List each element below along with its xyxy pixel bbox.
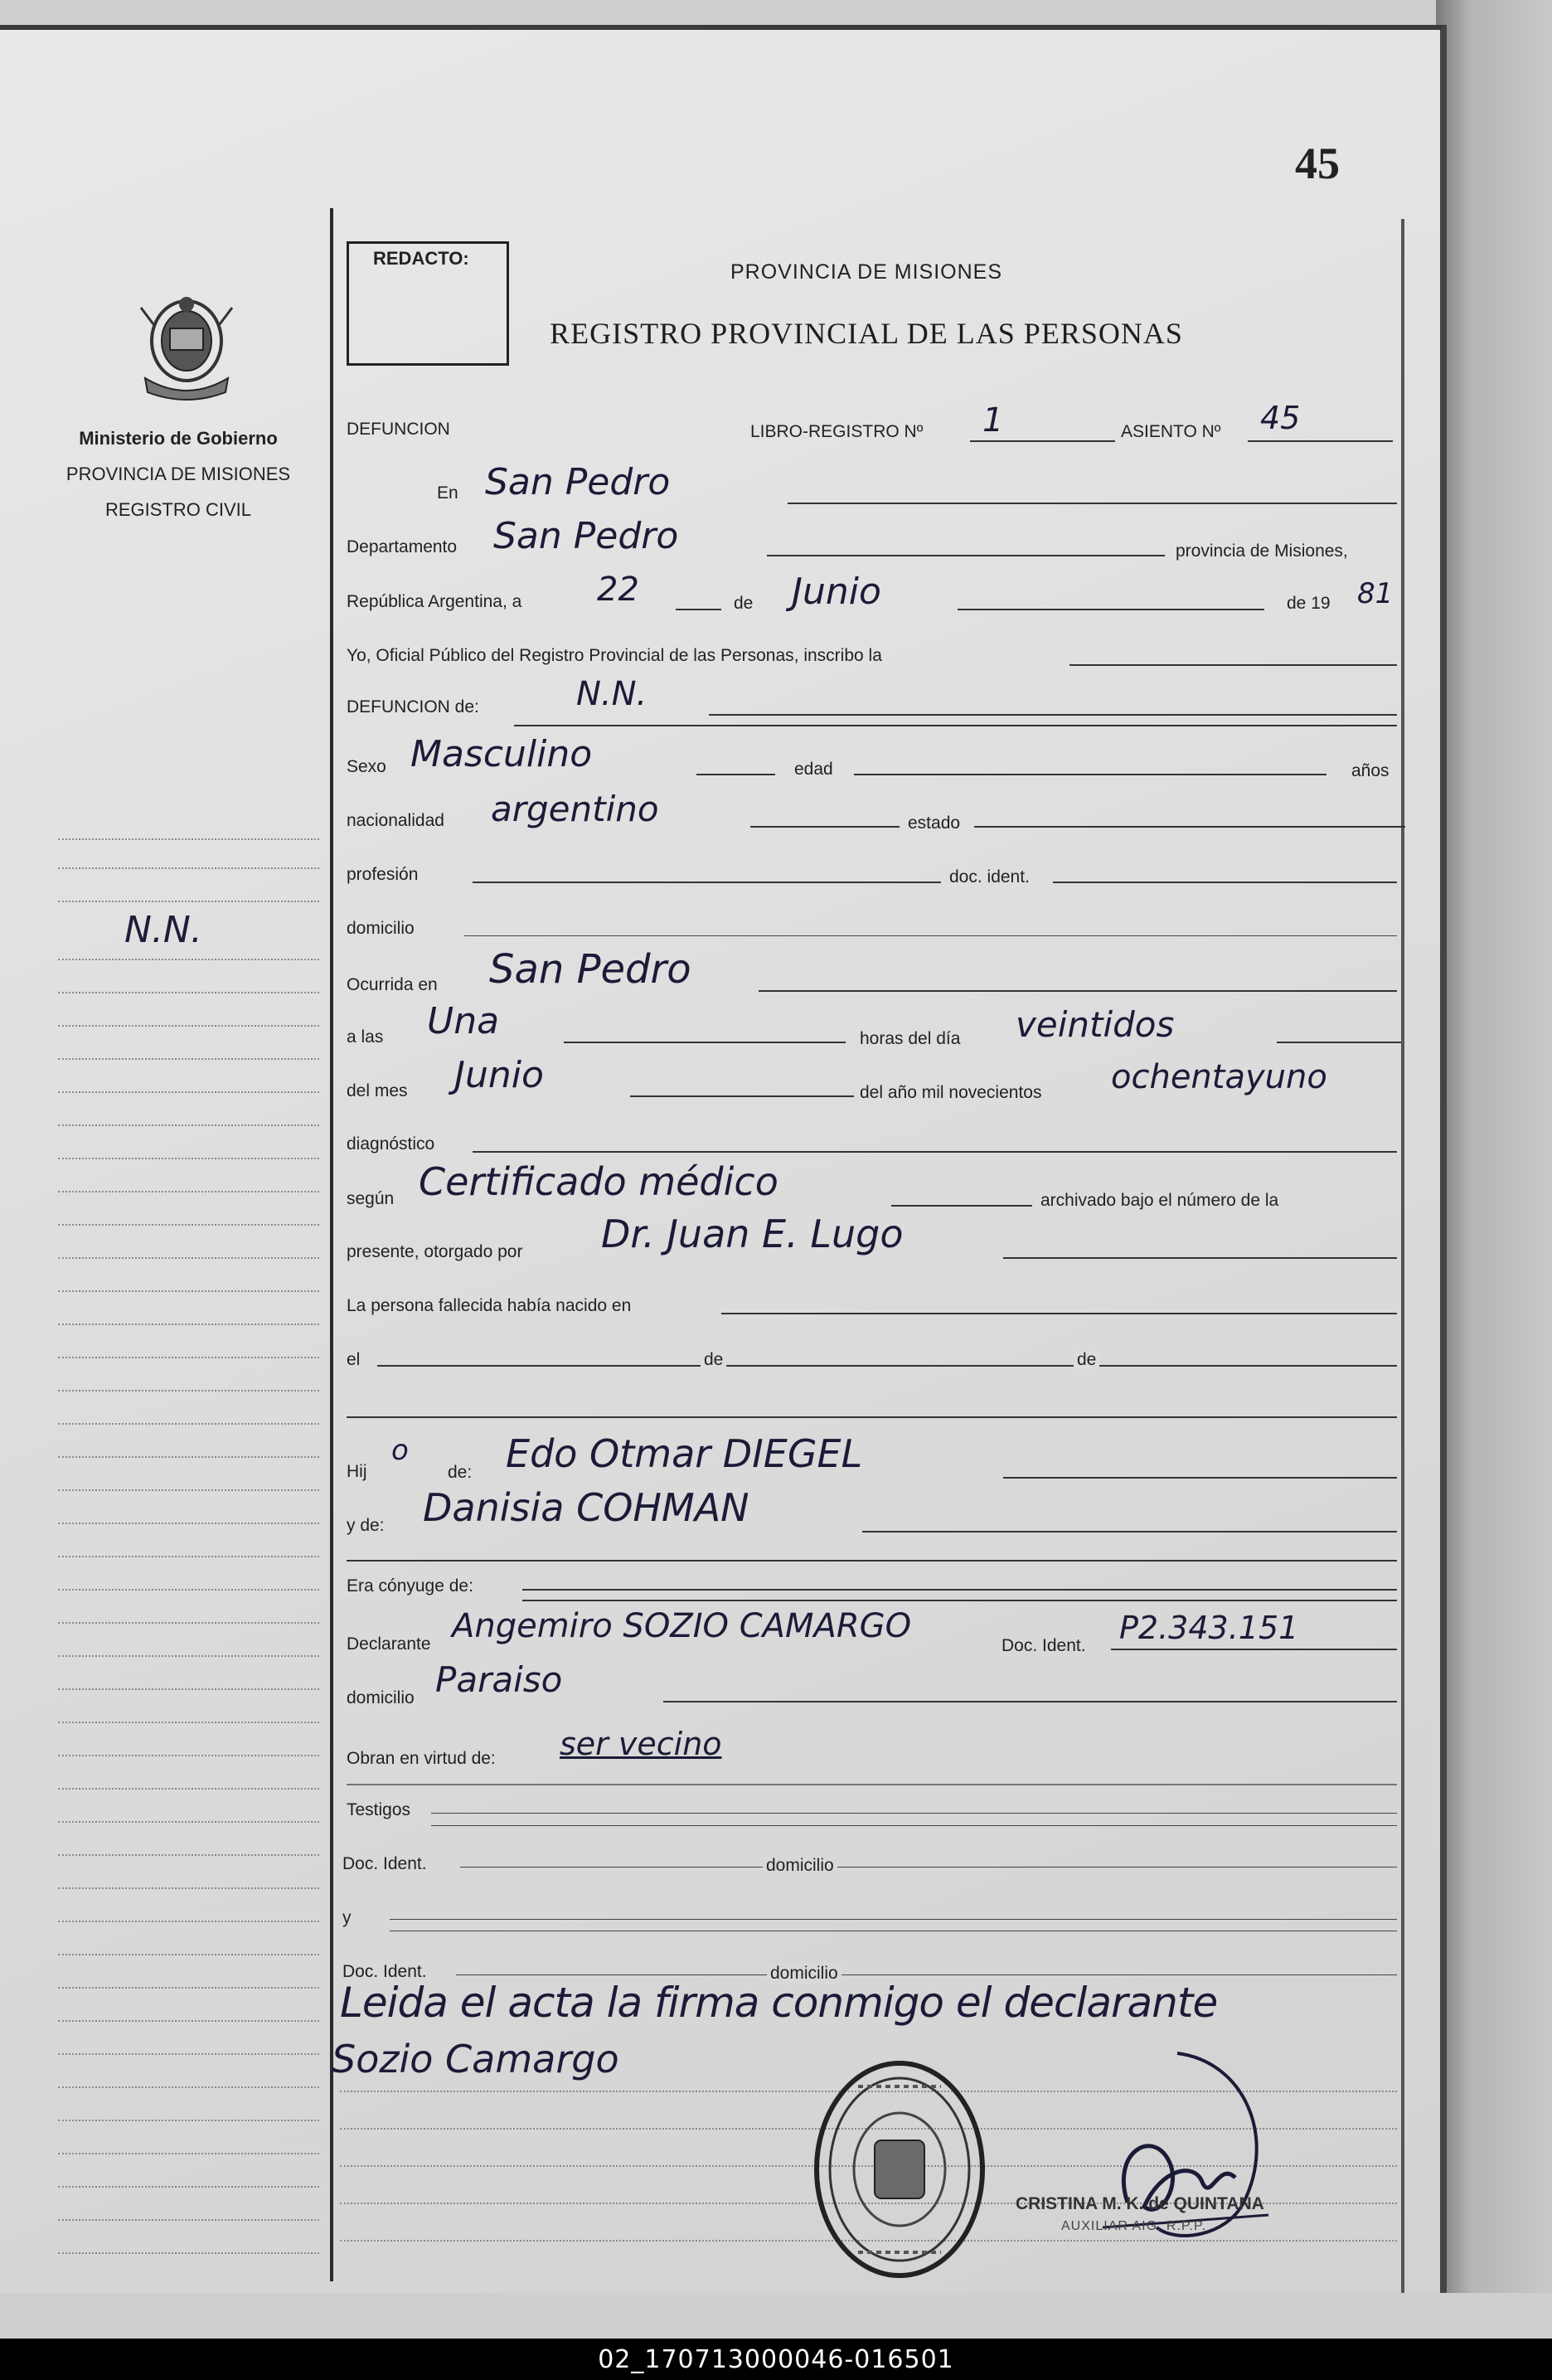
spouse-line-2 <box>522 1600 1397 1601</box>
witness2-doc-label: Doc. Ident. <box>342 1962 427 1981</box>
margin-dotted-line <box>58 2153 319 2154</box>
blank-line <box>347 1416 1397 1418</box>
defuncion-line-2 <box>514 725 1397 726</box>
year-words-label: del año mil novecientos <box>860 1083 1042 1102</box>
spouse-label: Era cónyuge de: <box>347 1576 473 1596</box>
child-suffix: o <box>391 1434 409 1467</box>
blank-line-3 <box>347 1784 1397 1785</box>
witness2-doc-line <box>456 1974 1397 1975</box>
el-line <box>377 1365 1397 1367</box>
declarant-domicile-value: Paraiso <box>435 1659 563 1700</box>
born-line <box>721 1313 1397 1314</box>
present-value: Dr. Juan E. Lugo <box>601 1212 904 1256</box>
department-value: San Pedro <box>493 515 679 557</box>
defuncion-de-label: DEFUNCION de: <box>347 697 479 716</box>
spouse-line <box>522 1589 1397 1591</box>
year-value: 81 <box>1357 577 1394 610</box>
age-label: edad <box>794 760 833 779</box>
declarant-doc-label: Doc. Ident. <box>1002 1636 1086 1655</box>
month-value: Junio <box>792 571 881 613</box>
archived-label: archivado bajo el número de la <box>1040 1191 1279 1210</box>
department-label: Departamento <box>347 537 458 556</box>
margin-dotted-line <box>58 1887 319 1889</box>
doc-label: doc. ident. <box>949 867 1030 886</box>
margin-dotted-line <box>58 1324 319 1325</box>
margin-dotted-line <box>58 1556 319 1557</box>
en-line <box>788 503 1397 504</box>
coat-of-arms-icon <box>133 291 240 403</box>
child-label: Hij <box>347 1462 367 1481</box>
registry-title: REGISTRO PROVINCIAL DE LAS PERSONAS <box>550 317 1183 350</box>
declarant-value: Angemiro SOZIO CAMARGO <box>452 1607 912 1645</box>
margin-dotted-line <box>58 1921 319 1922</box>
margin-dotted-line <box>58 1025 319 1027</box>
book-label: LIBRO-REGISTRO Nº <box>750 422 924 441</box>
entry-line <box>1248 440 1393 442</box>
y-line <box>390 1919 1397 1920</box>
hours-label: horas del día <box>860 1029 961 1048</box>
entry-value: 45 <box>1260 400 1301 436</box>
official-text: Yo, Oficial Público del Registro Provincial de las Personas, inscribo la <box>347 646 882 665</box>
margin-dotted-line <box>58 1589 319 1591</box>
margin-dotted-line <box>58 1290 319 1292</box>
el-label: el <box>347 1350 361 1369</box>
witness-doc-label: Doc. Ident. <box>342 1854 427 1873</box>
margin-dotted-line <box>58 1688 319 1690</box>
nationality-line <box>750 826 900 828</box>
margin-dotted-line <box>58 1489 319 1491</box>
margin-dotted-line <box>58 1755 319 1756</box>
margin-dotted-line <box>58 1655 319 1657</box>
official-stamp-icon <box>808 2053 991 2285</box>
father-value: Edo Otmar DIEGEL <box>506 1431 863 1476</box>
according-value: Certificado médico <box>419 1159 778 1204</box>
de-label: de <box>734 594 754 613</box>
day-value: 22 <box>597 571 639 609</box>
defuncion-de-value: N.N. <box>576 675 647 713</box>
hours-line <box>1277 1042 1401 1043</box>
department-line <box>767 555 1165 556</box>
blank-line-2 <box>347 1560 1397 1562</box>
at-line <box>564 1042 846 1043</box>
witness-doc-line <box>460 1867 1397 1868</box>
civil-registry-label: REGISTRO CIVIL <box>104 499 252 520</box>
declarant-doc-line <box>1111 1649 1397 1650</box>
province-suffix: provincia de Misiones, <box>1176 542 1348 561</box>
domicile-line <box>464 935 1397 936</box>
margin-dotted-line <box>58 867 319 869</box>
province-label: PROVINCIA DE MISIONES <box>65 464 291 484</box>
witnesses-line <box>431 1813 1397 1814</box>
margin-dotted-line <box>58 1523 319 1524</box>
occurred-label: Ocurrida en <box>347 975 438 994</box>
margin-dotted-line <box>58 1191 319 1192</box>
official-line <box>1069 664 1397 666</box>
marginal-note: N.N. <box>124 909 202 951</box>
redacto-label: REDACTO: <box>373 248 469 269</box>
diagnosis-line <box>473 1151 1397 1153</box>
present-label: presente, otorgado por <box>347 1242 523 1261</box>
according-line <box>891 1205 1032 1207</box>
margin-dotted-line <box>58 1423 319 1425</box>
province-title: PROVINCIA DE MISIONES <box>730 260 1002 284</box>
year-prefix: de 19 <box>1287 594 1331 613</box>
margin-dotted-line <box>58 1058 319 1060</box>
present-line <box>1003 1257 1397 1259</box>
declarant-doc-value: P2.343.151 <box>1119 1610 1299 1646</box>
child-de-label: de: <box>448 1463 473 1482</box>
mother-line <box>862 1531 1397 1532</box>
right-rule <box>1401 219 1404 2309</box>
witness-domicile-label: domicilio <box>763 1856 837 1876</box>
margin-dotted-line <box>58 2219 319 2221</box>
state-label: estado <box>908 814 961 833</box>
page-number: 45 <box>1295 138 1340 188</box>
margin-dotted-line <box>58 2252 319 2254</box>
margin-dotted-line <box>58 1788 319 1790</box>
book-cover-edge <box>1436 0 1552 2380</box>
margin-rule <box>330 208 333 2281</box>
margin-dotted-line <box>58 992 319 993</box>
book-line <box>970 440 1115 442</box>
en-label: En <box>437 483 458 503</box>
image-id-label: 02_170713000046-016501 <box>598 2344 954 2374</box>
domicile-label: domicilio <box>347 919 415 938</box>
born-label: La persona fallecida había nacido en <box>347 1296 632 1315</box>
register-page <box>0 25 1447 2293</box>
witnesses-label: Testigos <box>347 1800 411 1819</box>
year-words-value: ochentayuno <box>1111 1058 1327 1096</box>
margin-dotted-line <box>58 2086 319 2088</box>
day-line <box>676 609 721 610</box>
en-value: San Pedro <box>485 461 671 503</box>
margin-dotted-line <box>58 2186 319 2188</box>
republic-label: República Argentina, a <box>347 592 522 611</box>
margin-dotted-line <box>58 1722 319 1723</box>
margin-dotted-line <box>58 959 319 960</box>
hours-value: veintidos <box>1016 1004 1175 1045</box>
at-value: Una <box>427 1000 500 1042</box>
profession-line <box>473 882 941 883</box>
nationality-value: argentino <box>491 789 659 829</box>
closing-line-2: Sozio Camargo <box>332 2037 619 2081</box>
defuncion-line <box>709 714 1397 716</box>
de-right-label: de <box>1074 1350 1099 1370</box>
margin-dotted-line <box>58 2053 319 2055</box>
margin-dotted-line <box>58 1622 319 1624</box>
margin-dotted-line <box>58 2120 319 2121</box>
entry-label: ASIENTO Nº <box>1121 422 1221 441</box>
margin-dotted-line <box>58 1390 319 1392</box>
signatory-name: CRISTINA M. K. de QUINTANA <box>1016 2194 1264 2213</box>
closing-line-1: Leida el acta la firma conmigo el declarante <box>340 1979 1218 2027</box>
margin-dotted-line <box>58 1854 319 1856</box>
margin-dotted-line <box>58 1124 319 1126</box>
margin-dotted-line <box>58 1357 319 1358</box>
witnesses-line-2 <box>431 1825 1397 1826</box>
and-label: y de: <box>347 1516 385 1535</box>
margin-dotted-line <box>58 1987 319 1989</box>
witness2-domicile-label: domicilio <box>767 1964 841 1984</box>
month2-line <box>630 1095 854 1097</box>
margin-dotted-line <box>58 1257 319 1259</box>
acting-label: Obran en virtud de: <box>347 1749 496 1768</box>
profession-label: profesión <box>347 865 419 884</box>
margin-dotted-line <box>58 1091 319 1093</box>
margin-dotted-line <box>58 901 319 902</box>
state-line <box>974 826 1405 828</box>
according-label: según <box>347 1189 395 1208</box>
mother-value: Danisia COHMAN <box>423 1485 749 1530</box>
margin-dotted-line <box>58 1224 319 1226</box>
sex-label: Sexo <box>347 757 386 776</box>
ministry-label: Ministerio de Gobierno <box>79 428 278 449</box>
margin-dotted-line <box>58 1158 319 1159</box>
month2-value: Junio <box>454 1054 544 1096</box>
record-type-label: DEFUNCION <box>347 420 450 439</box>
image-id-bar <box>0 2339 1552 2380</box>
father-line <box>1003 1477 1397 1479</box>
margin-dotted-line <box>58 838 319 840</box>
margin-dotted-line <box>58 1456 319 1458</box>
declarant-domicile-line <box>663 1701 1397 1702</box>
declarant-label: Declarante <box>347 1634 431 1654</box>
diagnosis-label: diagnóstico <box>347 1134 435 1154</box>
doc-line <box>1053 882 1397 883</box>
signatory-title: AUXILIAR AIG. R.P.P. <box>1061 2219 1207 2233</box>
book-value: 1 <box>982 401 1004 440</box>
margin-dotted-line <box>58 1821 319 1823</box>
margin-dotted-line <box>58 1954 319 1955</box>
sex-line <box>696 774 775 775</box>
sex-value: Masculino <box>410 733 593 775</box>
occurred-line <box>759 990 1397 992</box>
at-label: a las <box>347 1027 384 1047</box>
de-mid-label: de <box>701 1350 726 1370</box>
month-line <box>958 609 1264 610</box>
declarant-domicile-label: domicilio <box>347 1688 415 1707</box>
years-label: años <box>1351 761 1390 780</box>
scan-edge-bottom <box>0 2293 1552 2339</box>
age-line <box>854 774 1326 775</box>
occurred-value: San Pedro <box>489 946 691 993</box>
margin-dotted-line <box>58 2020 319 2022</box>
y-label: y <box>342 1908 352 1927</box>
nationality-label: nacionalidad <box>347 811 444 830</box>
acting-value: ser vecino <box>560 1726 722 1762</box>
month-label: del mes <box>347 1081 408 1100</box>
